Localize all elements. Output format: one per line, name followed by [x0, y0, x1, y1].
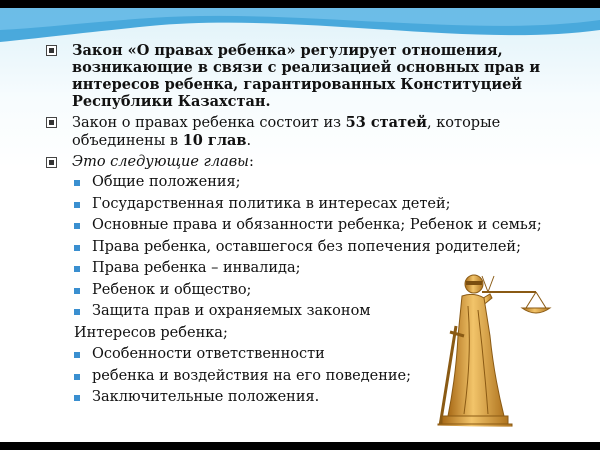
chapter-item-text: ребенка и воздействия на его поведение; [92, 367, 412, 384]
paragraph-law-structure [44, 114, 544, 150]
bottom-wave-decoration [0, 382, 600, 442]
square-bullet-icon [74, 245, 80, 251]
chapter-item-text: Заключительные положения. [92, 389, 320, 405]
square-bullet-icon [74, 309, 80, 315]
chapter-item [44, 216, 544, 236]
square-bullet-icon [74, 288, 80, 294]
chapter-continuation: Интересов ребенка; [74, 324, 228, 341]
square-bullet-icon [46, 117, 57, 128]
square-bullet-icon [46, 157, 57, 168]
square-bullet-icon [74, 374, 80, 380]
square-bullet-icon [74, 266, 80, 272]
chapter-item [44, 238, 544, 258]
chapter-item-text: Общие положения; [92, 174, 241, 190]
structure-text-b: , которые объединены в [72, 115, 501, 149]
chapter-count: 10 глав [182, 132, 247, 149]
paragraph-chapters-intro [44, 154, 544, 171]
chapters-intro-colon: : [248, 154, 254, 170]
square-bullet-icon [74, 223, 80, 229]
slide [0, 8, 600, 442]
square-bullet-icon [74, 180, 80, 186]
chapter-item-text: Ребенок и общество; [92, 281, 252, 298]
chapter-item-text: Особенности ответственности [92, 346, 325, 362]
chapter-item-text: Защита прав и охраняемых законом [92, 303, 371, 319]
chapter-item [44, 173, 544, 193]
chapter-item-text: Основные права и обязанности ребенка; Ребенок и семья; [92, 217, 542, 233]
structure-text-end: . [246, 133, 252, 149]
chapter-item-text: Права ребенка – инвалида; [92, 260, 301, 276]
paragraph-law-purpose-text: Закон «О правах ребенка» регулирует отношения, возникающие в связи с реализацией основных прав и интересов ребенка, гарантированных Конституцией Республики Казахстан. [72, 42, 541, 110]
chapter-item [44, 195, 544, 215]
square-bullet-icon [46, 45, 57, 56]
paragraph-law-purpose [44, 42, 544, 110]
square-bullet-icon [74, 352, 80, 358]
chapter-item-text: Права ребенка, оставшегося без попечения родителей; [92, 238, 521, 255]
article-count: 53 статей [345, 114, 428, 131]
square-bullet-icon [74, 202, 80, 208]
chapter-item-text: Государственная политика в интересах детей; [92, 195, 451, 212]
structure-text-a: Закон о правах ребенка состоит из [72, 115, 346, 131]
chapters-intro-text: Это следующие главы [72, 154, 249, 170]
